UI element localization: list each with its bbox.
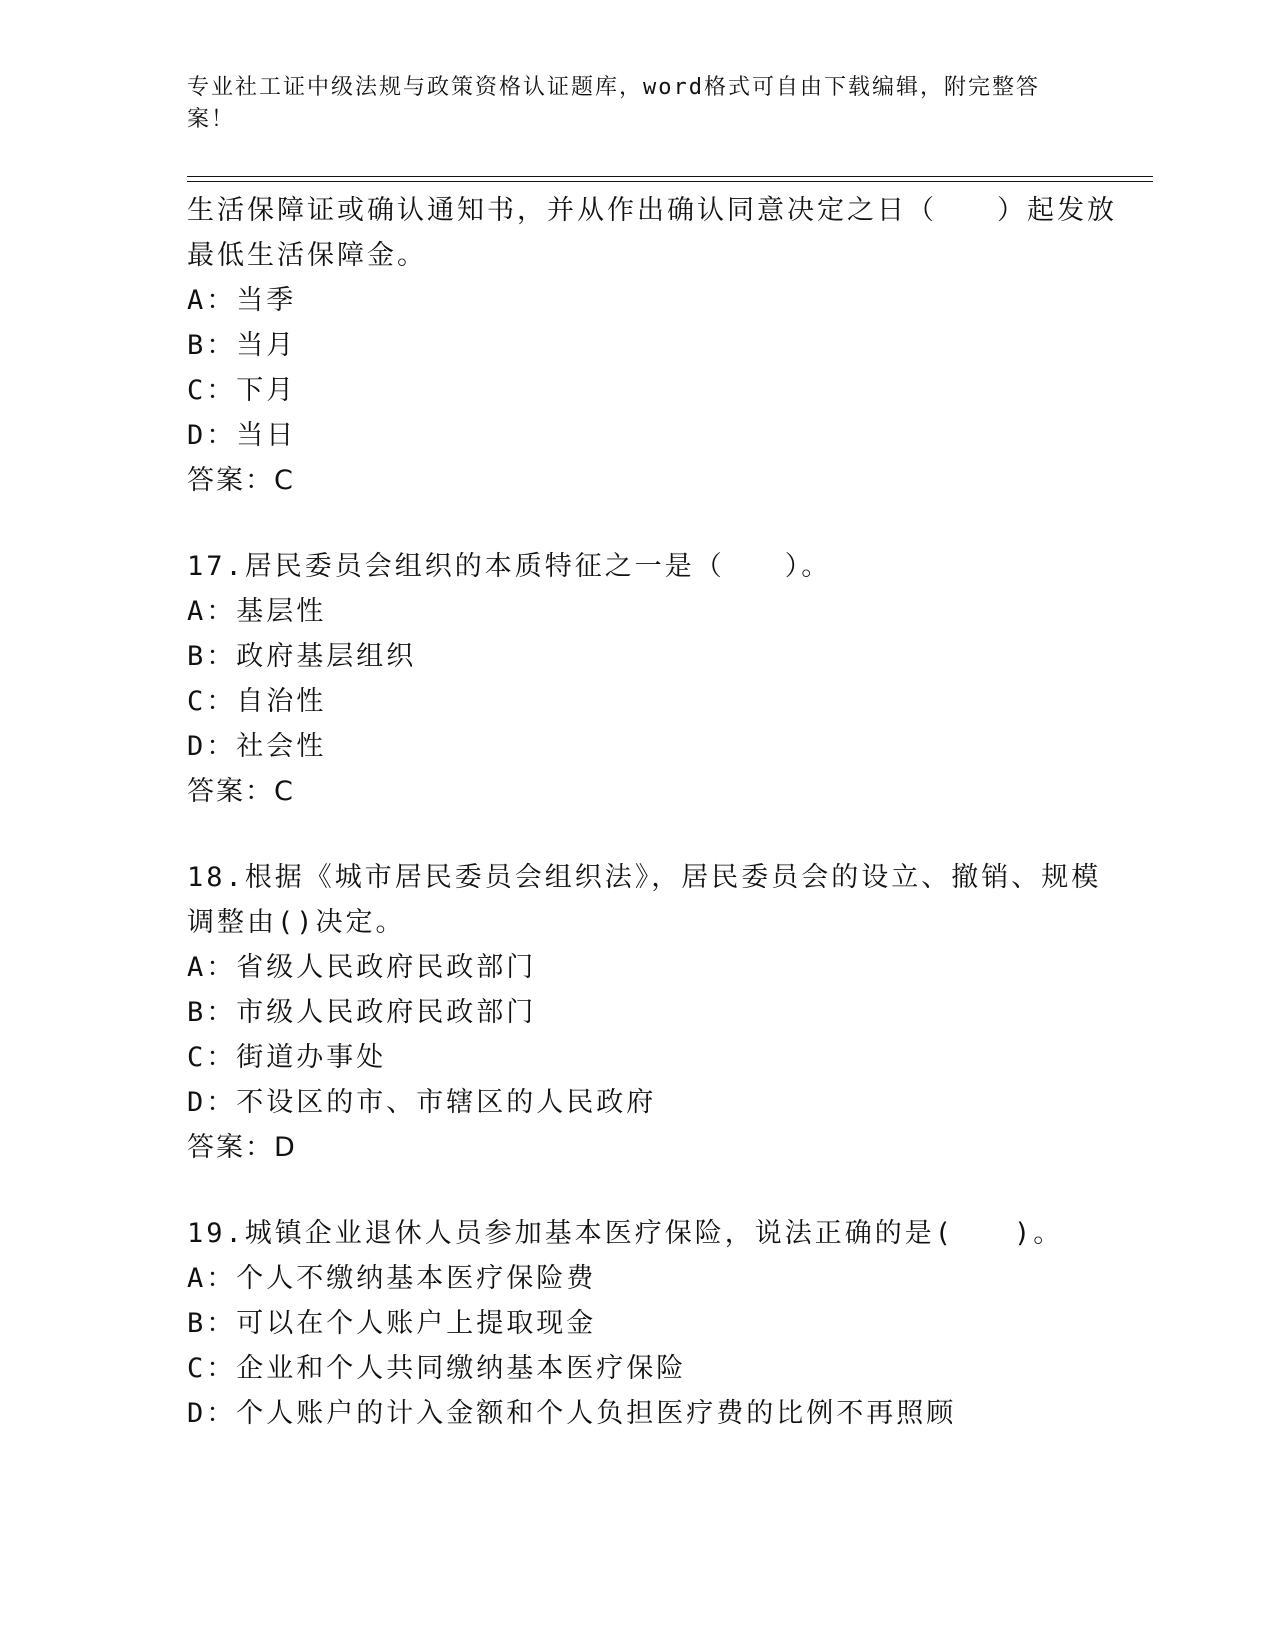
option-c: C：下月 — [187, 375, 297, 406]
question-stem: 最低生活保障金。 — [187, 240, 427, 271]
option-d: D：社会性 — [187, 731, 327, 762]
question-stem: 18.根据《城市居民委员会组织法》，居民委员会的设立、撤销、规模 — [187, 862, 1102, 893]
option-c: C：街道办事处 — [187, 1042, 387, 1073]
header-divider-top — [187, 176, 1153, 177]
option-d: D：当日 — [187, 420, 297, 451]
question-16 — [187, 188, 1117, 503]
header-line-1: 专业社工证中级法规与政策资格认证题库，word格式可自由下载编辑，附完整答 — [187, 75, 1040, 100]
question-stem: 19.城镇企业退休人员参加基本医疗保险，说法正确的是( )。 — [187, 1218, 1064, 1249]
option-b: B：当月 — [187, 330, 297, 361]
header-divider-bottom — [187, 181, 1153, 182]
document-header — [187, 72, 1067, 136]
option-a: A：省级人民政府民政部门 — [187, 952, 537, 983]
question-stem: 调整由()决定。 — [187, 907, 406, 938]
question-list — [187, 188, 1117, 1436]
option-a: A：当季 — [187, 285, 297, 316]
option-c: C：企业和个人共同缴纳基本医疗保险 — [187, 1353, 687, 1384]
answer-line: 答案：C — [187, 465, 295, 496]
option-b: B：市级人民政府民政部门 — [187, 997, 537, 1028]
option-a: A：基层性 — [187, 596, 327, 627]
question-17 — [187, 544, 1087, 814]
header-line-2: 案！ — [187, 107, 236, 132]
option-b: B：可以在个人账户上提取现金 — [187, 1308, 597, 1339]
question-18 — [187, 855, 1102, 1170]
question-stem: 17.居民委员会组织的本质特征之一是（ ）。 — [187, 551, 832, 582]
answer-line: 答案：C — [187, 776, 295, 807]
option-a: A：个人不缴纳基本医疗保险费 — [187, 1263, 597, 1294]
option-c: C：自治性 — [187, 686, 327, 717]
answer-line: 答案：D — [187, 1132, 297, 1163]
question-stem: 生活保障证或确认通知书，并从作出确认同意决定之日（ ）起发放 — [187, 195, 1117, 226]
question-19 — [187, 1211, 1087, 1436]
option-d: D：不设区的市、市辖区的人民政府 — [187, 1087, 657, 1118]
option-d: D：个人账户的计入金额和个人负担医疗费的比例不再照顾 — [187, 1398, 957, 1429]
option-b: B：政府基层组织 — [187, 641, 417, 672]
